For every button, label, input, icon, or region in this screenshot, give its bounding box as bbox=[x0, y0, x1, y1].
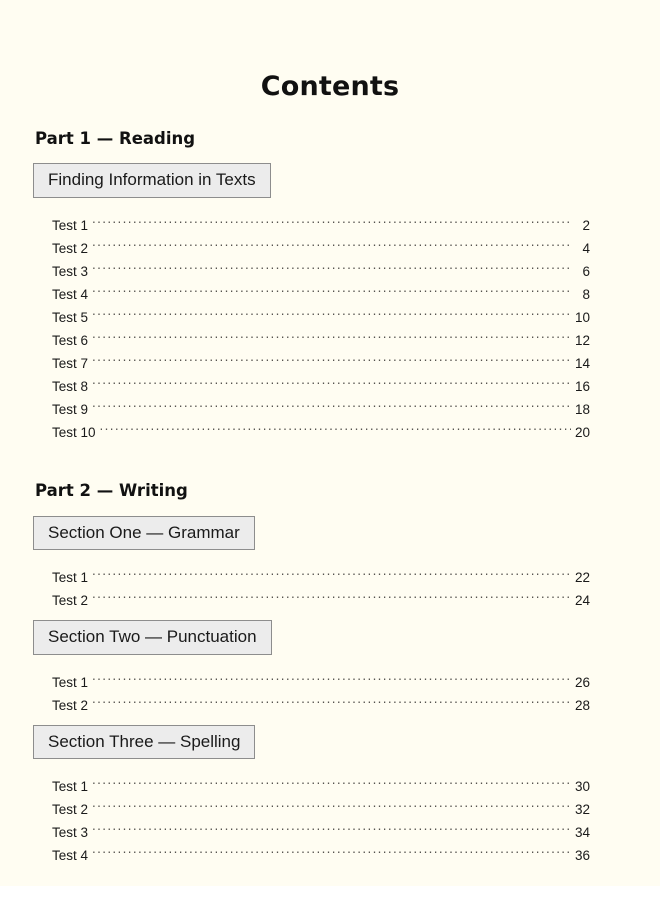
dot-leader bbox=[92, 582, 571, 605]
section-title-finding-information-in-texts: Finding Information in Texts bbox=[33, 163, 271, 198]
section-box-wrap bbox=[0, 710, 660, 760]
toc-entry-page: 34 bbox=[574, 825, 590, 841]
toc-entry-label: Test 3 bbox=[52, 264, 89, 280]
dot-leader bbox=[92, 299, 571, 322]
section-title-section-two-punctuation: Section Two — Punctuation bbox=[33, 620, 272, 655]
dot-leader bbox=[92, 276, 571, 299]
toc-entry[interactable] bbox=[0, 687, 660, 713]
toc-entry[interactable] bbox=[0, 322, 660, 349]
dot-leader bbox=[92, 322, 571, 345]
toc-entry-page: 10 bbox=[574, 310, 590, 326]
section-title-section-one-grammar: Section One — Grammar bbox=[33, 516, 255, 551]
toc-list-punctuation bbox=[0, 664, 660, 713]
toc-entry-page: 2 bbox=[582, 218, 590, 234]
dot-leader bbox=[92, 368, 571, 391]
toc-entry-page: 8 bbox=[582, 287, 590, 303]
toc-entry-label: Test 1 bbox=[52, 674, 89, 690]
section-box-wrap bbox=[0, 501, 660, 551]
toc-entry[interactable] bbox=[0, 664, 660, 690]
toc-entry[interactable] bbox=[0, 345, 660, 372]
toc-entry[interactable] bbox=[0, 299, 660, 326]
toc-entry-page: 16 bbox=[574, 379, 590, 395]
toc-list-reading bbox=[0, 207, 660, 441]
dot-leader bbox=[92, 207, 571, 230]
toc-entry-page: 24 bbox=[574, 593, 590, 609]
dot-leader bbox=[92, 768, 571, 791]
toc-entry-page: 26 bbox=[574, 674, 590, 690]
toc-entry-page: 28 bbox=[574, 697, 590, 713]
toc-list-spelling bbox=[0, 768, 660, 864]
dot-leader bbox=[92, 664, 571, 687]
toc-entry-page: 36 bbox=[574, 848, 590, 864]
part-heading-1: Part 1 — Reading bbox=[35, 128, 196, 148]
toc-entry[interactable] bbox=[0, 207, 660, 234]
section-box-wrap bbox=[0, 605, 660, 655]
toc-entry[interactable] bbox=[0, 230, 660, 257]
dot-leader bbox=[92, 345, 571, 368]
toc-entry-page: 32 bbox=[574, 802, 590, 818]
toc-entry-label: Test 7 bbox=[52, 356, 89, 372]
toc-entry-label: Test 2 bbox=[52, 593, 89, 609]
dot-leader bbox=[92, 837, 571, 860]
section-box-wrap bbox=[0, 148, 660, 198]
toc-entry[interactable] bbox=[0, 837, 660, 864]
dot-leader bbox=[92, 814, 571, 837]
toc-entry-label: Test 4 bbox=[52, 848, 89, 864]
dot-leader bbox=[92, 791, 571, 814]
toc-entry-label: Test 2 bbox=[52, 241, 89, 257]
toc-entry-page: 20 bbox=[574, 425, 590, 441]
toc-entry-label: Test 1 bbox=[52, 779, 89, 795]
toc-list-grammar bbox=[0, 559, 660, 609]
dot-leader bbox=[92, 391, 571, 414]
toc-entry[interactable] bbox=[0, 582, 660, 609]
page-title: Contents bbox=[260, 71, 400, 102]
toc-entry[interactable] bbox=[0, 368, 660, 395]
toc-entry-label: Test 2 bbox=[52, 697, 89, 713]
toc-entry-page: 18 bbox=[574, 402, 590, 418]
dot-leader bbox=[100, 414, 571, 437]
toc-entry[interactable] bbox=[0, 414, 660, 441]
dot-leader bbox=[92, 559, 571, 582]
toc-entry-label: Test 8 bbox=[52, 379, 89, 395]
toc-entry-page: 4 bbox=[582, 241, 590, 257]
page-bottom-margin bbox=[0, 886, 660, 900]
toc-entry[interactable] bbox=[0, 814, 660, 841]
toc-entry-page: 30 bbox=[574, 779, 590, 795]
toc-entry[interactable] bbox=[0, 276, 660, 303]
toc-entry-label: Test 9 bbox=[52, 402, 89, 418]
toc-entry-label: Test 2 bbox=[52, 802, 89, 818]
toc-entry-label: Test 1 bbox=[52, 218, 89, 234]
toc-entry[interactable] bbox=[0, 791, 660, 818]
toc-entry-label: Test 3 bbox=[52, 825, 89, 841]
toc-entry-label: Test 10 bbox=[52, 425, 96, 441]
toc-entry-page: 22 bbox=[574, 570, 590, 586]
part-heading-2: Part 2 — Writing bbox=[35, 481, 188, 501]
toc-entry-label: Test 4 bbox=[52, 287, 89, 303]
section-title-section-three-spelling: Section Three — Spelling bbox=[33, 725, 255, 760]
toc-entry[interactable] bbox=[0, 559, 660, 586]
toc-entry-label: Test 6 bbox=[52, 333, 89, 349]
toc-entry-page: 6 bbox=[582, 264, 590, 280]
toc-entry[interactable] bbox=[0, 391, 660, 418]
toc-entry-page: 14 bbox=[574, 356, 590, 372]
toc-entry-label: Test 5 bbox=[52, 310, 89, 326]
dot-leader bbox=[92, 687, 571, 710]
toc-entry-label: Test 1 bbox=[52, 570, 89, 586]
toc-entry-page: 12 bbox=[574, 333, 590, 349]
dot-leader bbox=[92, 230, 571, 253]
dot-leader bbox=[92, 253, 571, 276]
toc-entry[interactable] bbox=[0, 768, 660, 795]
toc-entry[interactable] bbox=[0, 253, 660, 280]
